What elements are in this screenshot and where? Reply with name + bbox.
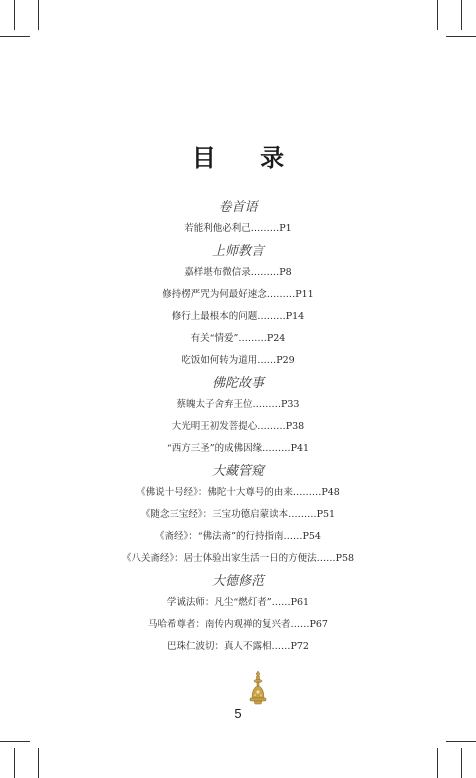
- crop-mark: [461, 748, 462, 778]
- toc-entry[interactable]: 马哈希尊者：南传内观禅的复兴者……P67: [148, 619, 328, 630]
- crop-mark: [446, 741, 476, 742]
- toc-entry[interactable]: 《佛说十号经》：佛陀十大尊号的由来………P48: [136, 487, 340, 498]
- crop-mark: [14, 748, 15, 778]
- crop-mark: [38, 0, 39, 30]
- section-heading: 卷首语: [218, 200, 258, 215]
- toc-entry[interactable]: 学诚法师：凡尘“燃灯者”……P61: [166, 597, 310, 608]
- page-number: 5: [234, 706, 242, 721]
- crop-mark: [38, 748, 39, 778]
- toc-entry[interactable]: 《斋经》：“佛法斋”的行持指南……P54: [155, 531, 321, 542]
- toc-entry[interactable]: “西方三圣”的成佛因缘………P41: [166, 443, 310, 454]
- crop-mark: [446, 36, 476, 37]
- toc-section: [0, 572, 476, 658]
- toc-entry[interactable]: 修行上最根本的问题………P14: [171, 311, 305, 322]
- toc-section: [0, 374, 476, 460]
- page-title: 目 录: [191, 143, 303, 172]
- toc-entry[interactable]: 吃饭如何转为道用……P29: [181, 355, 295, 366]
- toc-entry[interactable]: 若能利他必利己………P1: [184, 223, 292, 234]
- section-heading: 大藏管窥: [211, 464, 264, 479]
- crop-mark: [437, 0, 438, 30]
- toc-entry[interactable]: 巴珠仁波切：真人不露相……P72: [167, 641, 309, 652]
- crop-mark: [0, 741, 30, 742]
- toc-entry[interactable]: 《八关斋经》：居士体验出家生活一日的方便法……P58: [121, 553, 355, 564]
- crop-mark: [437, 748, 438, 778]
- crop-mark: [0, 36, 30, 37]
- toc-entry[interactable]: 修持楞严咒为何最好速念………P11: [162, 289, 314, 300]
- toc-section: [0, 198, 476, 240]
- toc-entry[interactable]: 有关“情爱”………P24: [190, 333, 286, 344]
- crop-mark: [461, 0, 462, 30]
- toc-entry[interactable]: 《随念三宝经》：三宝功德启蒙读本………P51: [140, 509, 336, 520]
- crop-mark: [14, 0, 15, 30]
- table-of-contents: [0, 196, 476, 658]
- vajra-bell-icon: [246, 670, 270, 706]
- toc-entry[interactable]: 大光明王初发菩提心………P38: [171, 421, 305, 432]
- toc-section: [0, 462, 476, 570]
- toc-entry[interactable]: 嘉样堪布微信录………P8: [184, 267, 292, 278]
- section-heading: 大德修范: [211, 574, 264, 589]
- toc-entry[interactable]: 蔡魄太子舍弃王位………P33: [176, 399, 300, 410]
- section-heading: 佛陀故事: [211, 376, 264, 391]
- toc-section: [0, 242, 476, 372]
- section-heading: 上师教言: [211, 244, 264, 259]
